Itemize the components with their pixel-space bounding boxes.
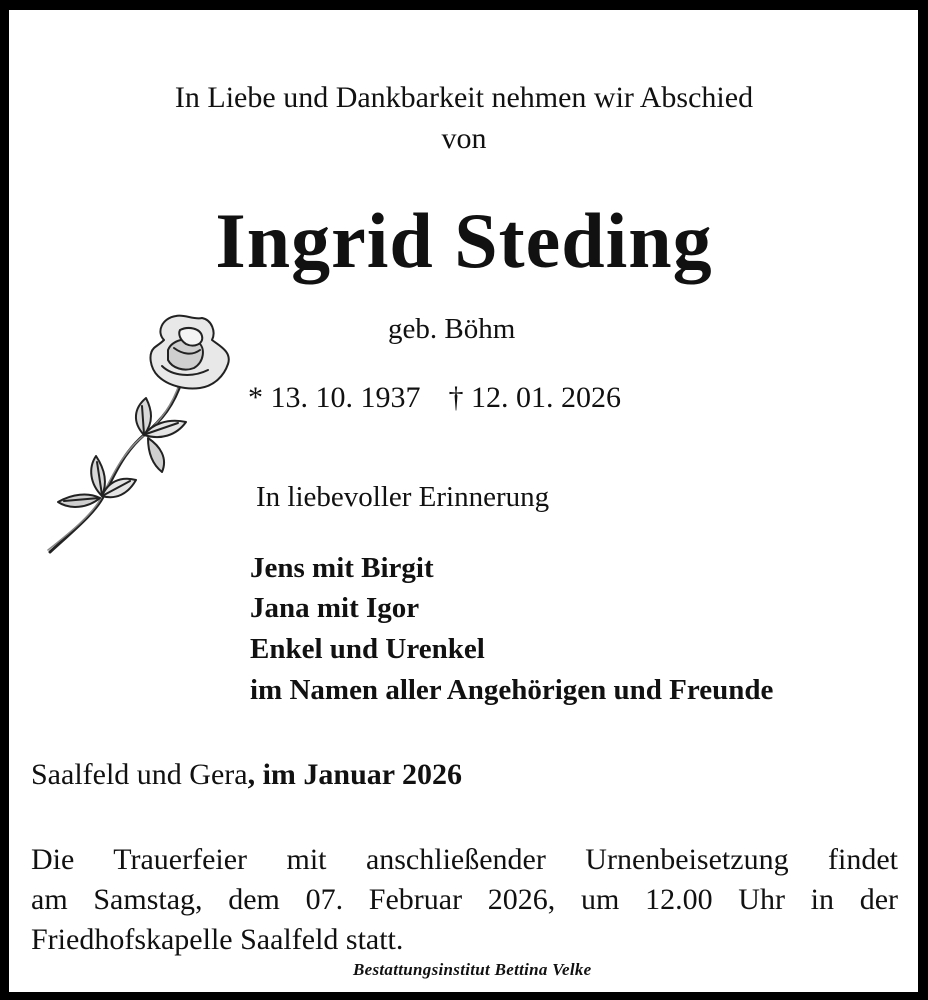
place-date: , im Januar 2026 (247, 758, 463, 791)
service-line-3: Friedhofskapelle Saalfeld statt. (31, 923, 404, 956)
rose-icon (44, 310, 236, 560)
life-dates (248, 381, 621, 415)
service-line-1: Die Trauerfeier mit anschließender Urnenbeisetzung findet (31, 843, 898, 876)
memory-line: In liebevoller Erinnerung (256, 481, 550, 513)
place-date-line (31, 758, 462, 792)
undertaker: Bestattungsinstitut Bettina Velke (353, 960, 592, 979)
birth-date: * 13. 10. 1937 (248, 381, 421, 414)
death-date: † 12. 01. 2026 (448, 381, 621, 414)
deceased-name: Ingrid Steding (215, 197, 713, 284)
service-info (31, 840, 898, 960)
mourner-1: Jens mit Birgit (250, 552, 434, 584)
mourner-2: Jana mit Igor (250, 592, 420, 624)
birth-name: geb. Böhm (388, 313, 516, 345)
intro-von: von (441, 122, 487, 155)
mourner-4: im Namen aller Angehörigen und Freunde (250, 674, 774, 706)
intro-line: In Liebe und Dankbarkeit nehmen wir Abschied (174, 81, 754, 114)
mourner-3: Enkel und Urenkel (250, 633, 485, 665)
service-line-2: am Samstag, dem 07. Februar 2026, um 12.00 Uhr in der (31, 883, 898, 916)
place: Saalfeld und Gera (31, 758, 248, 791)
